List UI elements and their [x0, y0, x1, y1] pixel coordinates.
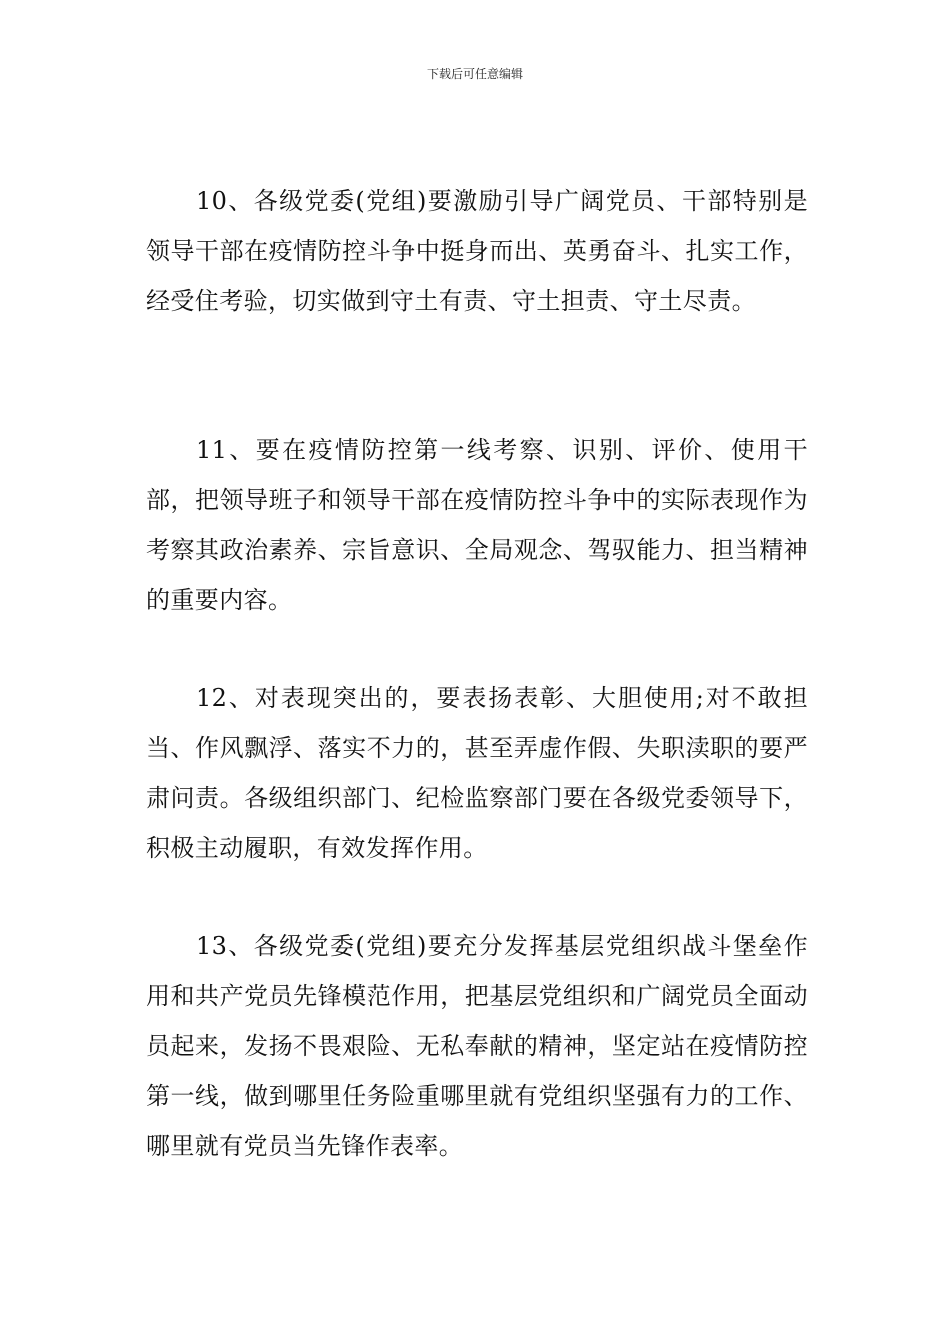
- paragraph-11: 11、要在疫情防控第一线考察、识别、评价、使用干部，把领导班子和领导干部在疫情防控斗争中的实际表现作为考察其政治素养、宗旨意识、全局观念、驾驭能力、担当精神的重要内容。: [146, 436, 808, 614]
- paragraph-10: 10、各级党委(党组)要激励引导广阔党员、干部特别是领导干部在疫情防控斗争中挺身而出、英勇奋斗、扎实工作，经受住考验，切实做到守土有责、守土担责、守土尽责。: [146, 187, 808, 315]
- paragraph-12: 12、对表现突出的，要表扬表彰、大胆使用;对不敢担当、作风飘浮、落实不力的，甚至弄虚作假、失职渎职的要严肃问责。各级组织部门、纪检监察部门要在各级党委领导下，积极主动履职，有效发挥作用。: [146, 684, 808, 862]
- page-header: 下载后可任意编辑: [426, 67, 523, 81]
- paragraph-13: 13、各级党委(党组)要充分发挥基层党组织战斗堡垒作用和共产党员先锋模范作用，把基层党组织和广阔党员全面动员起来，发扬不畏艰险、无私奉献的精神，坚定站在疫情防控第一线，做到哪里任务险重哪里就有党组织坚强有力的工作、哪里就有党员当先锋作表率。: [146, 932, 808, 1160]
